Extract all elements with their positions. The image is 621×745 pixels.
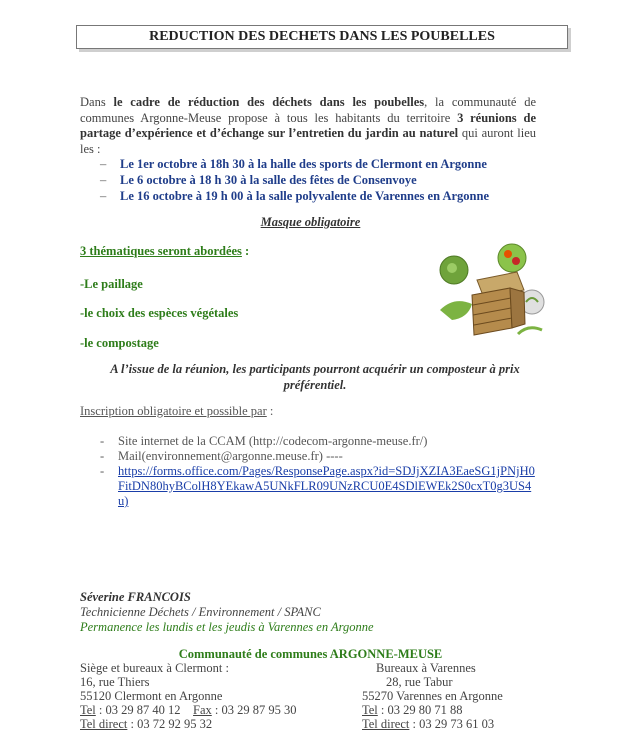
clermont-address xyxy=(80,661,297,731)
fax-value: : 03 29 87 95 30 xyxy=(211,703,297,717)
form-list-item xyxy=(100,464,540,509)
meeting-list xyxy=(100,156,540,204)
signature-name: Séverine FRANCOIS xyxy=(80,590,191,604)
inscription-list xyxy=(100,434,540,509)
form-link[interactable]: https://forms.office.com/Pages/ResponsePage.aspx?id=SDJjXZIA3EaeSG1jPNjH0FitDN80hyBColH8YEkawA5UNkFLR09UNzRCU0E4SDlEWEk2S0cxT0g3US4u) xyxy=(118,464,535,508)
address-line: 55120 Clermont en Argonne xyxy=(80,689,223,703)
phone-line xyxy=(80,703,297,717)
intro-text: , la communauté de communes Argonne-Meuse propose à tous les habitants du territoire xyxy=(80,95,536,125)
community-title: Communauté de communes ARGONNE-MEUSE xyxy=(178,647,443,661)
reunion-note: A l’issue de la réunion, les participants pourront acquérir un composteur à prix préférentiel. xyxy=(110,362,520,392)
address-line: 16, rue Thiers xyxy=(80,675,150,689)
tel-label: Tel xyxy=(80,703,96,717)
intro-text: qui auront lieu les : xyxy=(80,126,536,156)
signature-permanence: Permanence les lundis et les jeudis à Varennes en Argonne xyxy=(80,620,374,634)
address-line: Bureaux à Varennes xyxy=(376,661,476,675)
phone-line xyxy=(362,703,503,717)
address-line: 28, rue Tabur xyxy=(386,675,453,689)
page-title: REDUCTION DES DECHETS DANS LES POUBELLES xyxy=(76,25,568,49)
compost-bin-illustration xyxy=(432,240,550,340)
mask-notice: Masque obligatoire xyxy=(260,215,361,229)
theme-item: -le choix des espèces végétales xyxy=(80,306,239,320)
direct-line xyxy=(362,717,503,731)
themes-intro xyxy=(80,244,249,259)
intro-emphasis: le cadre de réduction des déchets dans les poubelles xyxy=(113,95,425,109)
site-link[interactable]: - Site internet de la CCAM (http://codecom-argonne-meuse.fr/) xyxy=(100,434,540,449)
meeting-item: – Le 6 octobre à 18 h 30 à la salle des fêtes de Consenvoye xyxy=(100,172,540,188)
direct-label: Tel direct xyxy=(362,717,410,731)
meeting-item: – Le 1er octobre à 18h 30 à la halle des sports de Clermont en Argonne xyxy=(100,156,540,172)
tel-label: Tel xyxy=(362,703,378,717)
meeting-item: – Le 16 octobre à 19 h 00 à la salle polyvalente de Varennes en Argonne xyxy=(100,188,540,204)
address-line: 55270 Varennes en Argonne xyxy=(362,689,503,703)
varennes-address xyxy=(362,661,503,731)
tel-value: : 03 29 80 71 88 xyxy=(377,703,463,717)
direct-value: : 03 72 92 95 32 xyxy=(127,717,213,731)
fax-label: Fax xyxy=(193,703,212,717)
direct-label: Tel direct xyxy=(80,717,128,731)
intro-paragraph xyxy=(80,95,536,157)
tel-value: : 03 29 87 40 12 xyxy=(95,703,181,717)
mail-link[interactable]: - Mail(environnement@argonne.meuse.fr) ---- xyxy=(100,449,540,464)
direct-line xyxy=(80,717,297,731)
intro-emphasis: 3 réunions de partage d’expérience et d’échange sur l’entretien du jardin au naturel xyxy=(80,110,536,140)
themes-intro-suffix: : xyxy=(241,244,250,258)
themes-intro-text: 3 thématiques seront abordées xyxy=(80,244,242,258)
intro-text: Dans xyxy=(80,95,114,109)
address-line: Siège et bureaux à Clermont : xyxy=(80,661,229,675)
inscription-title-suffix: : xyxy=(266,404,274,418)
theme-item: -le compostage xyxy=(80,336,159,350)
theme-item: -Le paillage xyxy=(80,277,143,291)
inscription-title-text: Inscription obligatoire et possible par xyxy=(80,404,267,418)
inscription-title xyxy=(80,404,273,419)
signature-role: Technicienne Déchets / Environnement / SPANC xyxy=(80,605,321,619)
direct-value: : 03 29 73 61 03 xyxy=(409,717,495,731)
